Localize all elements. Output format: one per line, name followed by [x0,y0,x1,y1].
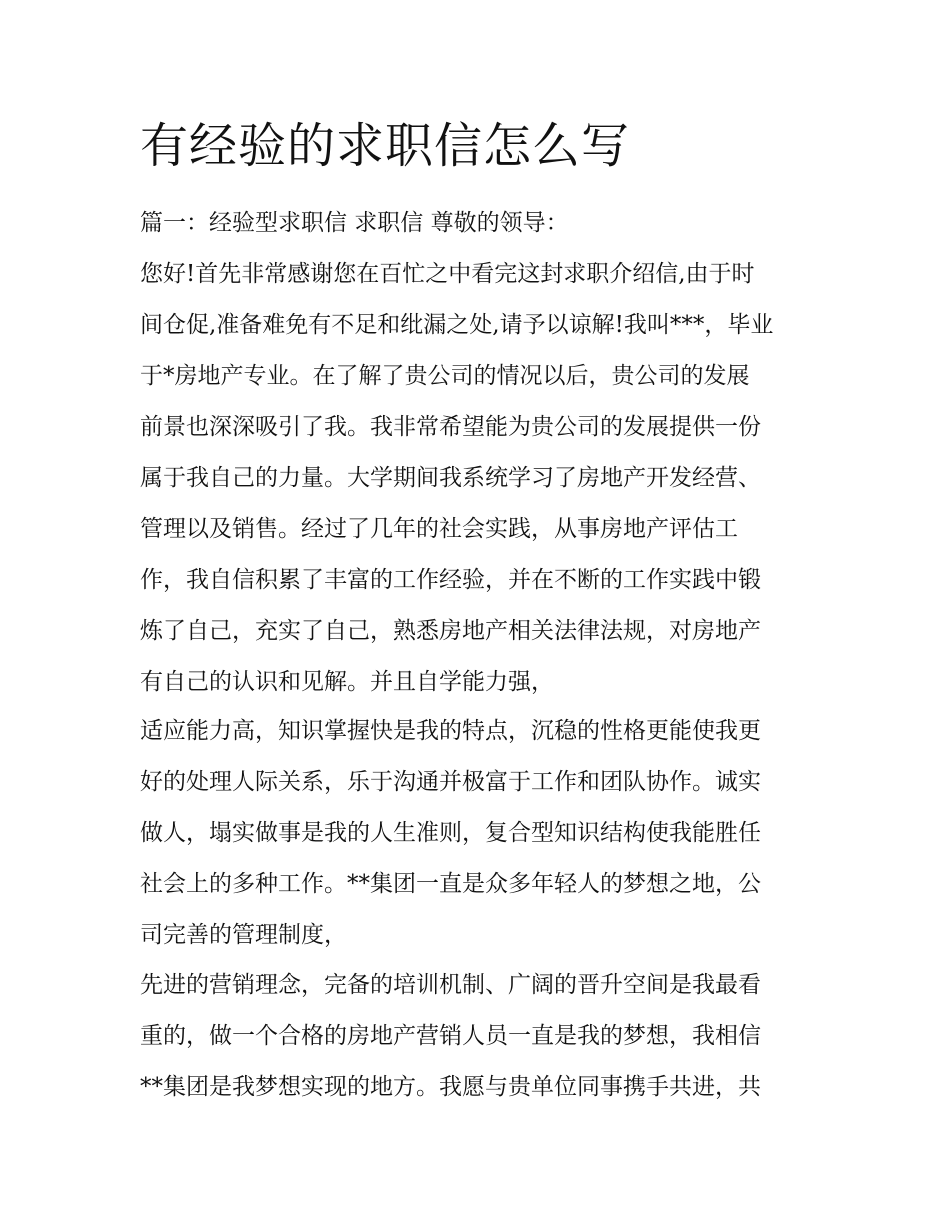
body-line-18: **集团是我梦想实现的地方。我愿与贵单位同事携手共进，共 [140,1074,761,1100]
body-line-5: 前景也深深吸引了我。我非常希望能为贵公司的发展提供一份 [140,414,761,440]
body-line-16: 先进的营销理念，完备的培训机制、广阔的晋升空间是我最看 [140,972,761,998]
body-line-10: 有自己的认识和见解。并且自学能力强， [140,669,554,695]
body-line-15: 司完善的管理制度， [140,922,347,948]
document-title: 有经验的求职信怎么写 [140,118,631,174]
body-line-12: 好的处理人际关系，乐于沟通并极富于工作和团队协作。诚实 [140,769,761,795]
body-line-2: 您好!首先非常感谢您在百忙之中看完这封求职介绍信,由于时 [140,261,755,287]
body-line-6: 属于我自己的力量。大学期间我系统学习了房地产开发经营、 [140,465,761,491]
body-line-9: 炼了自己，充实了自己，熟悉房地产相关法律法规，对房地产 [140,618,761,644]
body-line-4: 于*房地产专业。在了解了贵公司的情况以后，贵公司的发展 [140,363,750,389]
body-line-17: 重的，做一个合格的房地产营销人员一直是我的梦想，我相信 [140,1023,761,1049]
body-line-7: 管理以及销售。经过了几年的社会实践，从事房地产评估工 [140,516,738,542]
body-line-14: 社会上的多种工作。**集团一直是众多年轻人的梦想之地，公 [140,871,761,897]
body-line-3: 间仓促,准备难免有不足和纰漏之处,请予以谅解!我叫***，毕业 [140,312,774,338]
body-line-8: 作，我自信积累了丰富的工作经验，并在不断的工作实践中锻 [140,567,761,593]
body-line-13: 做人，塌实做事是我的人生准则，复合型知识结构使我能胜任 [140,820,761,846]
body-line-1: 篇一：经验型求职信 求职信 尊敬的领导： [140,210,569,236]
body-line-11: 适应能力高，知识掌握快是我的特点，沉稳的性格更能使我更 [140,718,761,744]
